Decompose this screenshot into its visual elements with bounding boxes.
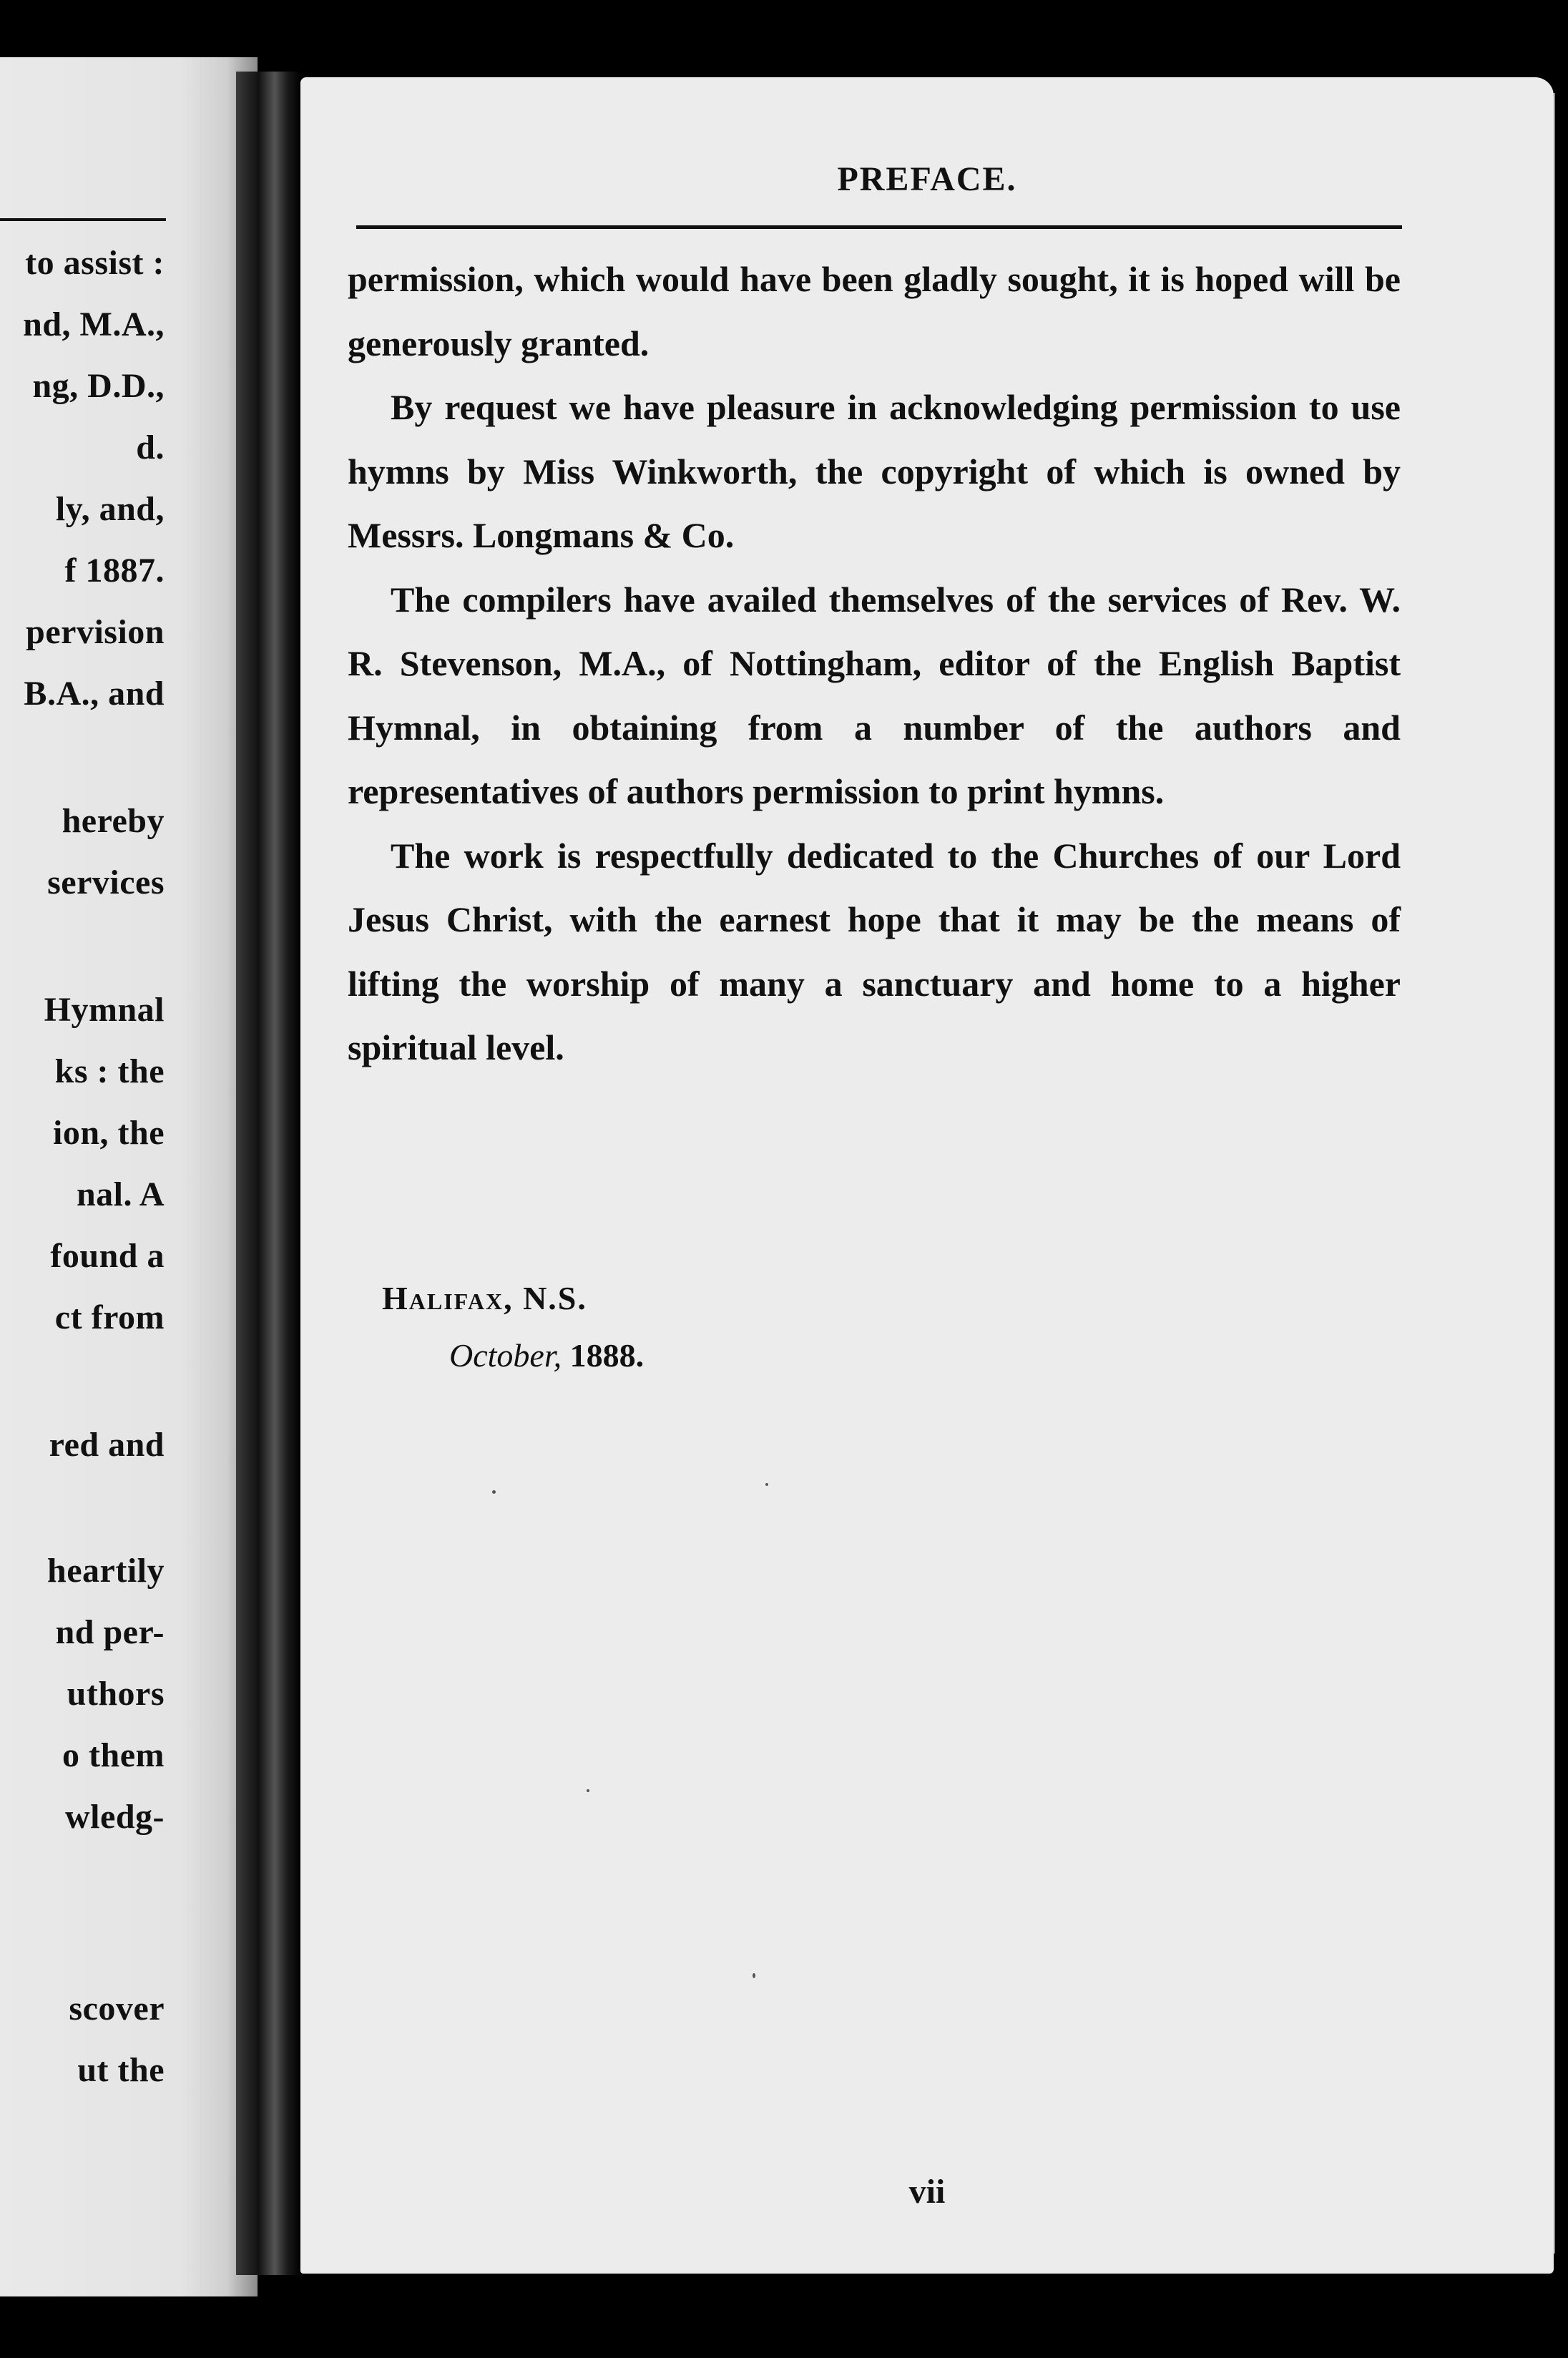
left-text-line: B.A., and xyxy=(24,675,165,713)
signature-year: 1888. xyxy=(569,1337,645,1374)
left-text-line: services xyxy=(47,864,165,901)
left-text-line: uthors xyxy=(67,1675,165,1713)
left-text-line: nd per- xyxy=(55,1613,165,1651)
left-facing-page xyxy=(0,57,258,2296)
left-text-line: ks : the xyxy=(54,1052,165,1090)
left-text-line: ion, the xyxy=(52,1114,165,1152)
left-text-line: d. xyxy=(136,429,165,466)
left-text-line: ut the xyxy=(77,2051,165,2089)
head-rule xyxy=(356,225,1402,229)
left-text-line: nal. A xyxy=(76,1175,165,1213)
signature-month: October, xyxy=(449,1337,562,1374)
signature-place: Halifax, N.S. xyxy=(382,1280,587,1316)
left-text-line: hereby xyxy=(62,802,165,840)
paragraph: By request we have pleasure in acknowledging permission to use hymns by Miss Winkworth, the copyright of which is owned by Messrs. Longmans & Co. xyxy=(348,387,1401,555)
left-text-line: heartily xyxy=(47,1552,165,1590)
paragraph: The compilers have availed themselves of the services of Rev. W. R. Stevenson, M.A., of Nottingham, editor of the English Baptist Hymnal, in obtaining from a number of the authors and representatives of authors permission to print hymns. xyxy=(348,579,1401,811)
left-text-line: o them xyxy=(62,1736,165,1774)
left-text-line: scover xyxy=(69,1990,165,2027)
paper-speck xyxy=(753,1973,755,1978)
left-text-line: ct from xyxy=(54,1298,165,1336)
paper-speck xyxy=(765,1483,768,1486)
page-number: vii xyxy=(908,2173,946,2211)
paragraph: permission, which would have been gladly sought, it is hoped will be generously granted. xyxy=(348,259,1401,363)
left-text-line: ly, and, xyxy=(55,490,165,528)
signature-date xyxy=(449,1336,644,1374)
preface-body xyxy=(348,248,1401,1080)
book-gutter xyxy=(236,72,300,2275)
left-text-line: ng, D.D., xyxy=(32,367,165,405)
left-text-line: wledg- xyxy=(65,1798,165,1836)
running-head: PREFACE. xyxy=(837,160,1017,198)
left-text-line: f 1887. xyxy=(64,552,165,590)
left-text-line: Hymnal xyxy=(44,991,165,1029)
paragraph: The work is respectfully dedicated to the Churches of our Lord Jesus Christ, with the earnest hope that it may be the means of lifting the worship of many a sanctuary and home to a higher spiritual level. xyxy=(348,835,1401,1067)
left-text-line: found a xyxy=(50,1237,165,1275)
left-text-line: pervision xyxy=(26,613,165,651)
left-text-line: nd, M.A., xyxy=(23,305,165,343)
paper-speck xyxy=(492,1490,496,1494)
left-text-line: to assist : xyxy=(25,244,165,282)
left-text-line: red and xyxy=(49,1426,165,1464)
paper-speck xyxy=(587,1789,589,1792)
right-page xyxy=(300,77,1554,2274)
left-head-rule xyxy=(0,218,166,221)
